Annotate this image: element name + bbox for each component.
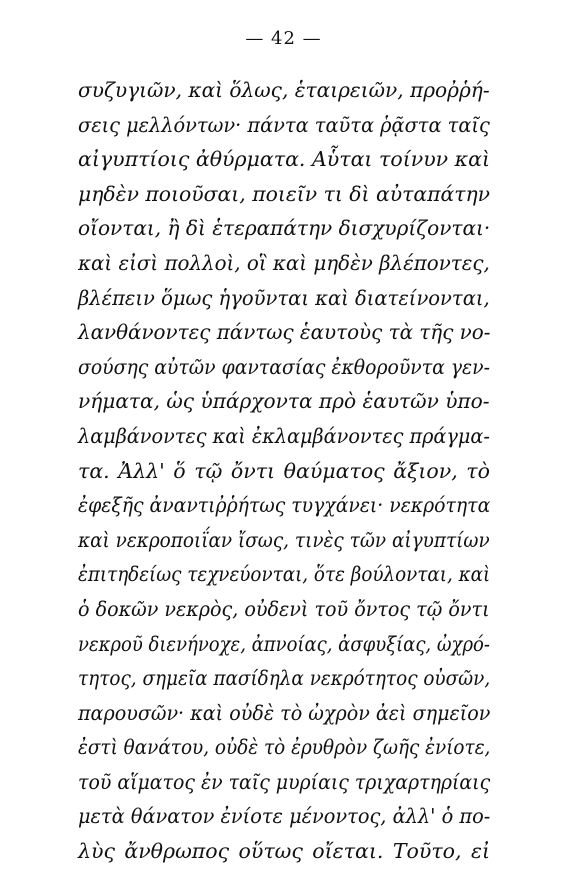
text-line: μετὰ θάνατον ἐνίοτε μένοντος, ἀλλ' ὁ πο-: [78, 804, 491, 829]
text-line: ἐπιτηδείως τεχνεύονται, ὅτε βούλονται, καὶ: [78, 562, 491, 587]
body-text: [78, 73, 490, 869]
text-line: μηδὲν ποιοῦσαι, ποιεῖν τι δὶ αὐταπάτην: [78, 181, 491, 206]
text-line: λὺς ἄνθρωπος οὕτως οἴεται. Τοῦτο, εἰ: [78, 839, 490, 864]
text-line: σούσης αὐτῶν φαντασίας ἐκθοροῦντα γεν-: [78, 354, 490, 379]
text-line: ἐφεξῆς ἀναντιῤῥήτως τυγχάνει· νεκρότητα: [78, 493, 491, 518]
text-line: ἐστὶ θανάτου, οὐδὲ τὸ ἐρυθρὸν ζωῆς ἐνίοτε,: [78, 735, 491, 760]
text-line: νήματα, ὡς ὑπάρχοντα πρὸ ἑαυτῶν ὑπο-: [78, 389, 490, 414]
text-line: καὶ νεκροποιΐαν ἴσως, τινὲς τῶν αἰγυπτίων: [78, 527, 490, 552]
text-line: λαμβάνοντες καὶ ἐκλαμβάνοντες πράγμα-: [78, 423, 490, 448]
text-line: παρουσῶν· καὶ οὐδὲ τὸ ὠχρὸν ἀεὶ σημεῖον: [78, 700, 491, 725]
text-line: νεκροῦ διενήνοχε, ἀπνοίας, ἀσφυξίας, ὠχρό-: [78, 631, 490, 656]
text-line: καὶ εἰσὶ πολλοὶ, οἳ καὶ μηδὲν βλέποντες,: [78, 250, 490, 275]
text-line: σεις μελλόντων· πάντα ταῦτα ῥᾷστα ταῖς: [78, 112, 490, 137]
text-line: αἰγυπτίοις ἀθύρματα. Αὗται τοίνυν καὶ: [78, 147, 490, 172]
text-line: τοῦ αἵματος ἐν ταῖς μυρίαις τριχαρτηρίαις: [78, 769, 491, 794]
text-line: τητος, σημεῖα πασίδηλα νεκρότητος οὐσῶν,: [78, 666, 491, 691]
text-line: ὁ δοκῶν νεκρὸς, οὐδενὶ τοῦ ὄντος τῷ ὄντι: [78, 596, 490, 621]
text-line: βλέπειν ὅμως ἡγοῦνται καὶ διατείνονται,: [78, 285, 490, 310]
text-line: λανθάνοντες πάντως ἑαυτοὺς τὰ τῆς νο-: [78, 320, 491, 345]
page-number: — 42 —: [245, 28, 322, 49]
text-line: συζυγιῶν, καὶ ὅλως, ἑταιρειῶν, προῤῥή-: [78, 78, 490, 102]
text-line: οἴονται, ἢ δὶ ἑτεραπάτην δισχυρίζονται·: [78, 216, 491, 241]
text-line: τα. Ἀλλ' ὅ τῷ ὄντι θαύματος ἄξιον, τὸ: [78, 458, 490, 483]
